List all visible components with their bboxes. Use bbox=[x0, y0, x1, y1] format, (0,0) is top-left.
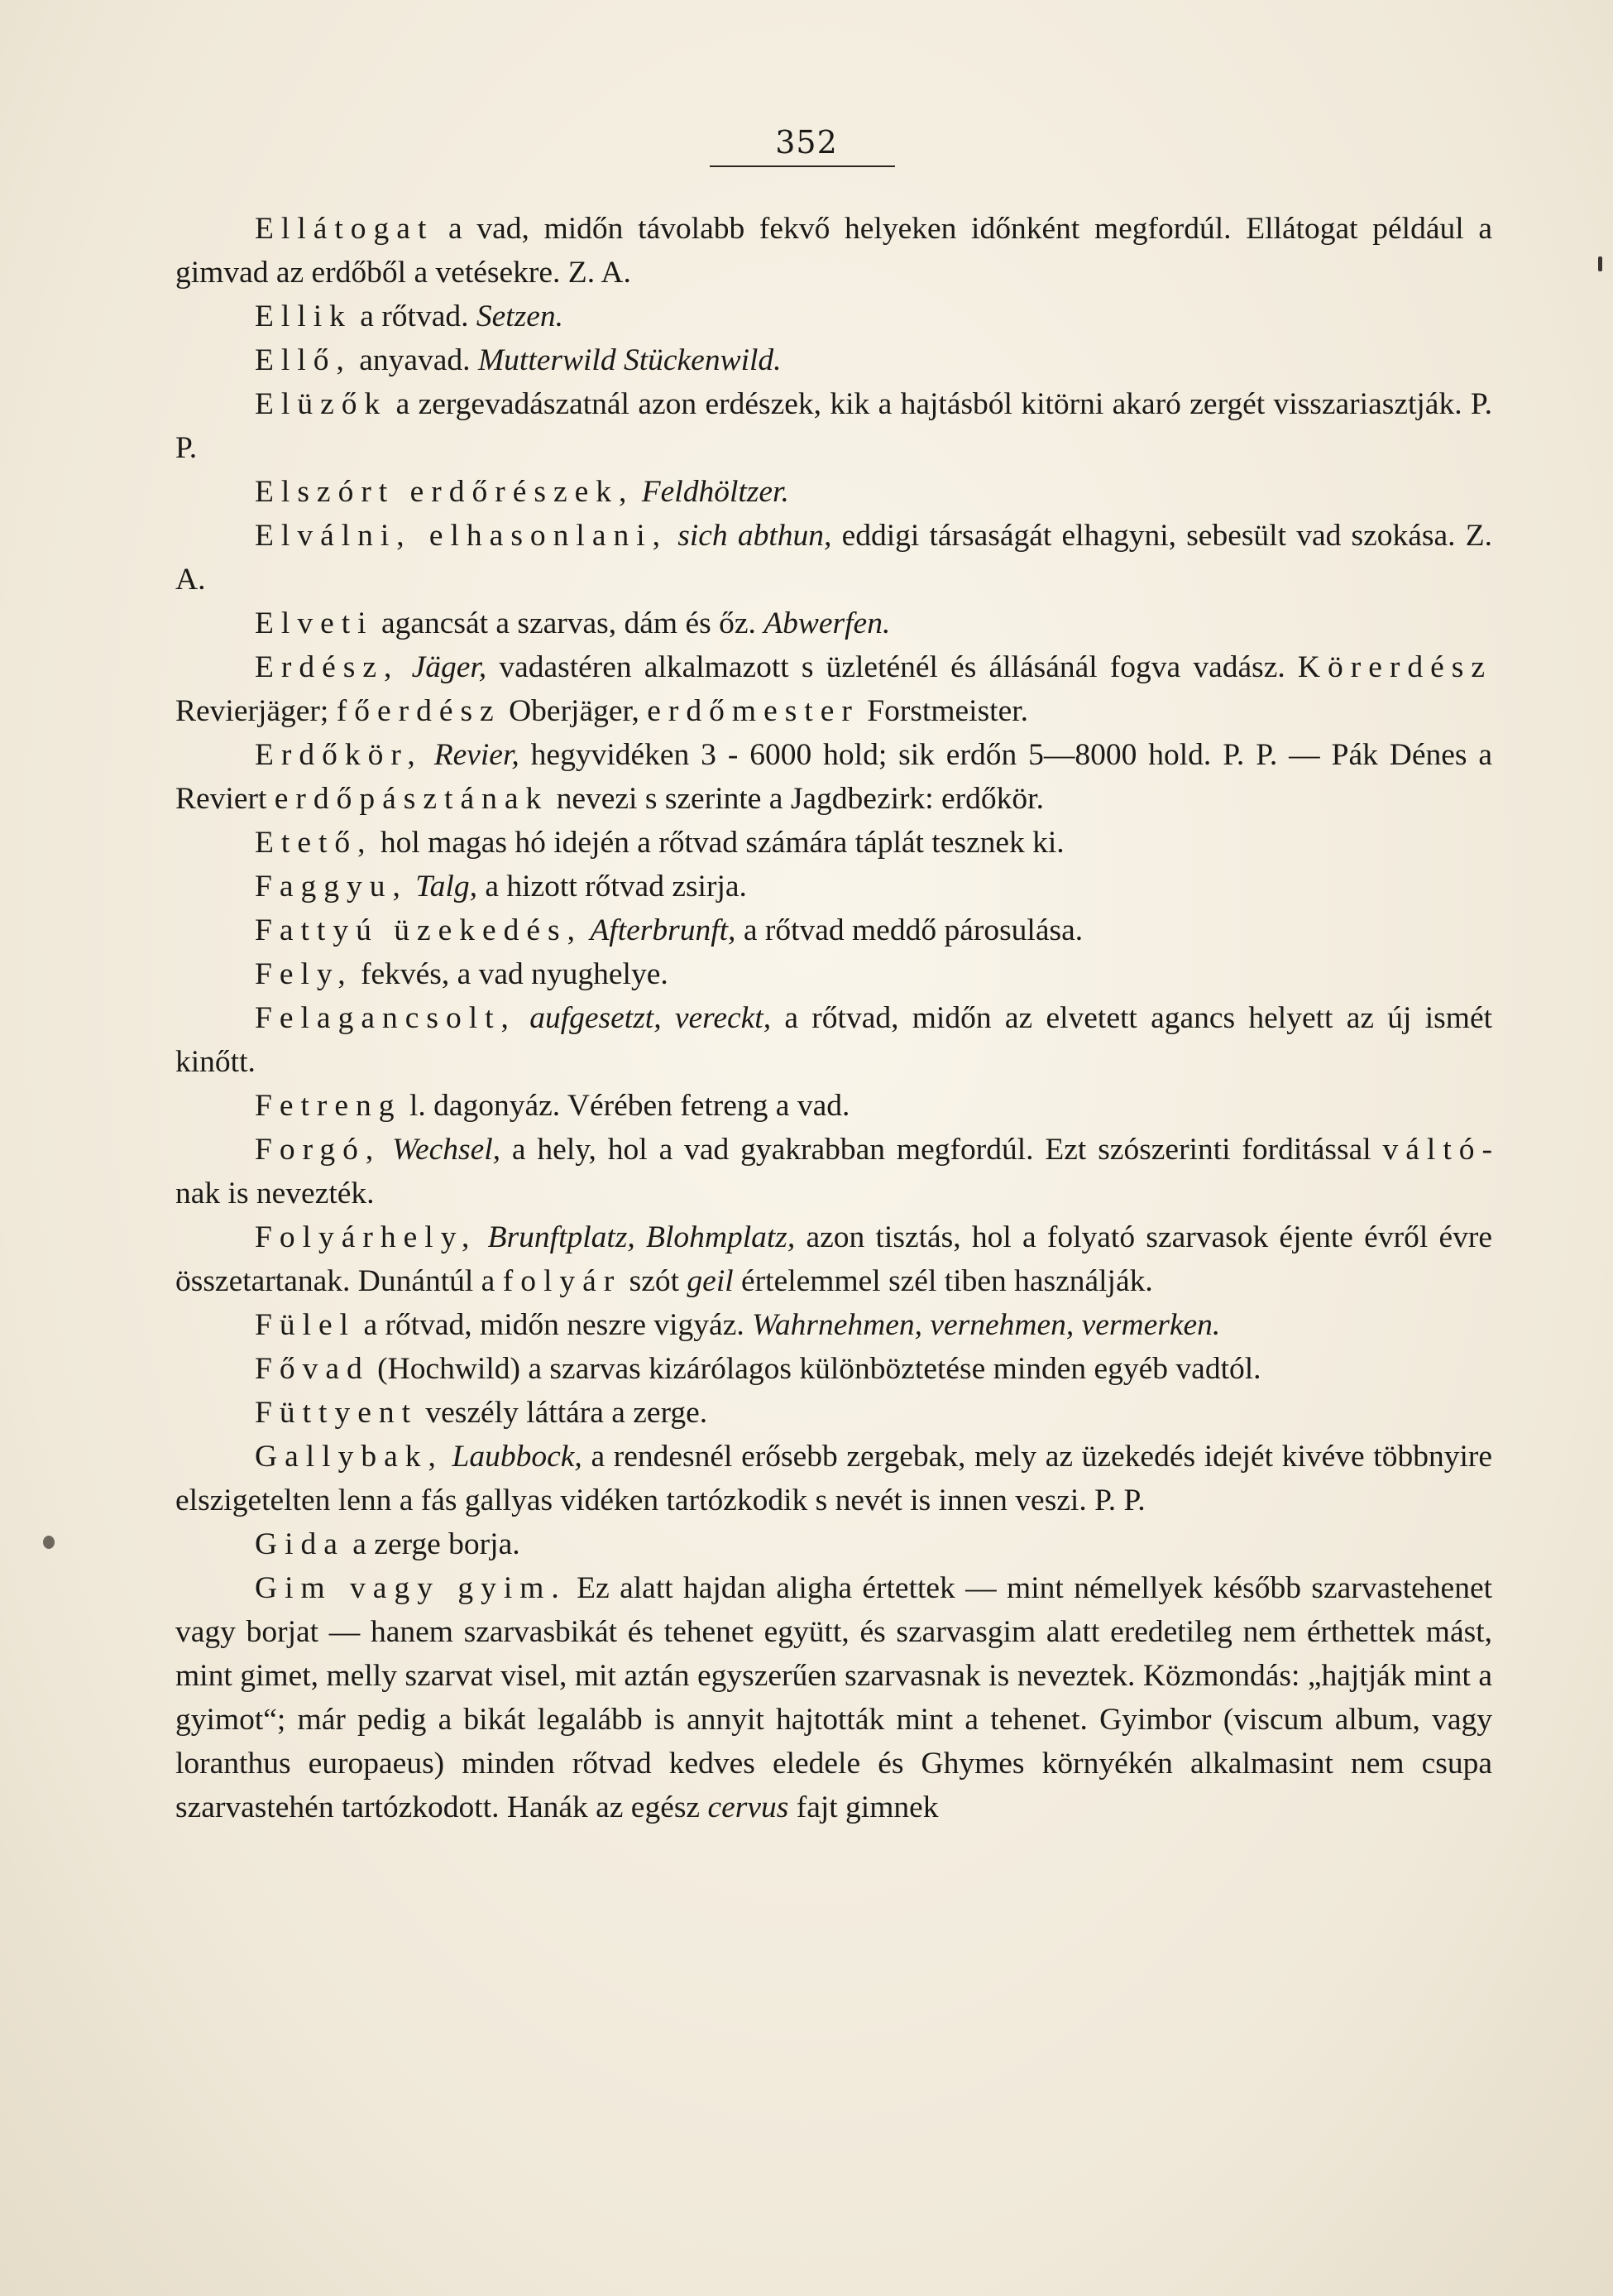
entry-text: a zergevadászatnál azon erdészek, kik a hajtásból kitörni akaró zergét visszariasztják. P. P. bbox=[175, 387, 1492, 465]
entry-text: a zerge borja. bbox=[344, 1527, 520, 1561]
entry-text: veszély láttára a zerge. bbox=[418, 1396, 708, 1430]
entry-text: szót bbox=[621, 1264, 687, 1298]
entry-text: Oberjäger, bbox=[500, 694, 648, 728]
entry-text: (Hochwild) a szarvas kizárólagos különböztetése minden egyéb vadtól. bbox=[369, 1352, 1261, 1386]
headword: Fattyú üzekedés, bbox=[255, 913, 583, 947]
entry-text bbox=[634, 475, 641, 509]
german-term: Afterbrunft, bbox=[590, 913, 736, 947]
dictionary-entry bbox=[175, 1303, 1492, 1347]
headword: Ellátogat bbox=[255, 212, 434, 246]
header-rule bbox=[710, 165, 895, 167]
entry-text: anyavad. bbox=[351, 343, 478, 377]
dictionary-entry bbox=[175, 1347, 1492, 1391]
entry-text: Ez alatt hajdan aligha értettek — mint némellyek később szarvastehenet vagy borjat — hanem szarvasbikát és tehenet együtt, és szarvasgim alatt eredetileg nem érthettek mást, mint gimet, melly szarvat visel, mit aztán egyszerűen szarvasnak is neveztek. Közmondás: „hajtják mint a gyimot“; már pedig a bikát legalább is annyit hajtották mint a tehenet. Gyimbor (viscum album, vagy loranthus europaeus) minden rőtvad kedves eledele és Ghymes környékén alkalmasint nem csupa szarvastehén tartózkodott. Hanák az egész bbox=[175, 1571, 1493, 1824]
headword: Gim vagy gyim. bbox=[255, 1571, 567, 1605]
dictionary-entry bbox=[175, 1522, 1492, 1566]
dictionary-entry bbox=[175, 1435, 1492, 1522]
german-term: Setzen. bbox=[476, 300, 564, 333]
dictionary-entry bbox=[175, 865, 1492, 908]
headword: erdőpásztának bbox=[274, 782, 549, 816]
entry-text bbox=[443, 1440, 452, 1474]
entry-text: agancsát a szarvas, dám és őz. bbox=[373, 606, 764, 640]
headword: Gida bbox=[255, 1527, 345, 1561]
margin-spot bbox=[43, 1536, 55, 1549]
headword: Körerdész bbox=[1297, 650, 1493, 684]
dictionary-entry bbox=[175, 1391, 1492, 1435]
entry-text: hol magas hó idején a rőtvad számára táplát tesznek ki. bbox=[372, 826, 1065, 860]
headword: Elüzők bbox=[255, 387, 388, 421]
headword: Gallybak, bbox=[255, 1440, 443, 1474]
headword: Fülel bbox=[255, 1308, 357, 1342]
dictionary-entry bbox=[175, 996, 1492, 1084]
entry-text bbox=[476, 1220, 487, 1254]
entry-text: értelemmel szél tiben használják. bbox=[733, 1264, 1153, 1298]
german-term: Feldhöltzer. bbox=[641, 475, 789, 509]
entry-text: azon tisztás, hol a folyató szarvasok éjente évről évre összetartanak. Dunántúl a bbox=[175, 1220, 1492, 1298]
dictionary-entry bbox=[175, 733, 1492, 821]
entry-text: a rendesnél erősebb zergebak, mely az üzekedés idejét kivéve többnyire elszigetelten lenn a fás gallyas vidéken tartózkodik s nevét is innen veszi. P. P. bbox=[175, 1440, 1493, 1517]
entry-text bbox=[399, 650, 411, 684]
german-term: Talg, bbox=[415, 870, 477, 904]
german-term: Mutterwild Stückenwild. bbox=[477, 343, 782, 377]
entry-text bbox=[423, 738, 434, 772]
entry-text: a rőtvad meddő párosulása. bbox=[735, 913, 1084, 947]
dictionary-entry bbox=[175, 1566, 1492, 1829]
entry-text: Revierjäger; bbox=[175, 694, 337, 728]
headword: Fővad bbox=[255, 1352, 370, 1386]
german-term: Abwerfen. bbox=[763, 606, 891, 640]
dictionary-entry bbox=[175, 908, 1492, 952]
entry-text: hegyvidéken 3 - 6000 hold; sik erdőn 5—8000 hold. P. P. — Pák Dénes a Reviert bbox=[175, 738, 1493, 816]
entry-text: a rőtvad, midőn az elvetett agancs helyett az új ismét kinőtt. bbox=[175, 1001, 1493, 1079]
headword: Etető, bbox=[255, 826, 373, 860]
headword: Elveti bbox=[255, 606, 374, 640]
dictionary-entry bbox=[175, 338, 1492, 382]
headword: Füttyent bbox=[255, 1396, 419, 1430]
edge-mark bbox=[1598, 256, 1602, 271]
dictionary-entry bbox=[175, 470, 1492, 514]
headword: Ellő, bbox=[255, 343, 352, 377]
headword: váltó bbox=[1382, 1133, 1482, 1167]
headword: Fetreng bbox=[255, 1089, 402, 1123]
german-term: Wechsel, bbox=[392, 1133, 501, 1167]
german-term: cervus bbox=[707, 1790, 789, 1824]
german-term: aufgesetzt, vereckt, bbox=[529, 1001, 772, 1035]
dictionary-text bbox=[175, 207, 1492, 1829]
headword: Felagancsolt, bbox=[255, 1001, 516, 1035]
entry-text bbox=[582, 913, 590, 947]
headword: főerdész bbox=[336, 694, 501, 728]
headword: Erdész, bbox=[255, 650, 400, 684]
entry-text: l. dagonyáz. Vérében fetreng a vad. bbox=[401, 1089, 850, 1123]
headword: Faggyu, bbox=[255, 870, 408, 904]
german-term: Laubbock, bbox=[452, 1440, 582, 1474]
headword: Elszórt erdőrészek, bbox=[255, 475, 634, 509]
entry-text: -nak is nevezték. bbox=[175, 1133, 1492, 1210]
dictionary-entry bbox=[175, 645, 1492, 733]
entry-text bbox=[668, 519, 677, 553]
headword: erdőmester bbox=[647, 694, 859, 728]
entry-text: nevezi s szerinte a Jagdbezirk: erdőkör. bbox=[548, 782, 1044, 816]
dictionary-entry bbox=[175, 952, 1492, 996]
dictionary-entry bbox=[175, 1084, 1492, 1128]
entry-text: vadastéren alkalmazott s üzleténél és állásánál fogva vadász. bbox=[486, 650, 1298, 684]
entry-text: a rőtvad, midőn neszre vigyáz. bbox=[356, 1308, 753, 1342]
entry-text: fekvés, a vad nyughelye. bbox=[352, 957, 668, 991]
entry-text bbox=[381, 1133, 392, 1167]
dictionary-entry bbox=[175, 602, 1492, 645]
dictionary-entry bbox=[175, 207, 1492, 295]
entry-text: a rőtvad. bbox=[352, 300, 476, 333]
headword: Fely, bbox=[255, 957, 353, 991]
page-number: 352 bbox=[775, 124, 838, 161]
german-term: Jäger, bbox=[411, 650, 487, 684]
entry-text bbox=[408, 870, 415, 904]
german-term: Brunftplatz, Blohmplatz, bbox=[487, 1220, 796, 1254]
dictionary-entry bbox=[175, 382, 1492, 470]
dictionary-entry bbox=[175, 821, 1492, 865]
dictionary-entry bbox=[175, 1215, 1492, 1303]
entry-text: a hely, hol a vad gyakrabban megfordúl. Ezt szószerinti forditással bbox=[500, 1133, 1383, 1167]
headword: Elválni, elhasonlani, bbox=[255, 519, 668, 553]
entry-text: eddigi társaságát elhagyni, sebesült vad szokása. Z. A. bbox=[175, 519, 1493, 597]
entry-text: Forstmeister. bbox=[859, 694, 1029, 728]
headword: Forgó, bbox=[255, 1133, 381, 1167]
dictionary-entry bbox=[175, 295, 1492, 338]
german-term: geil bbox=[687, 1264, 734, 1298]
entry-text: a vad, midőn távolabb fekvő helyeken időnként megfordúl. Ellátogat például a gimvad az erdőből a vetésekre. Z. A. bbox=[175, 212, 1492, 290]
entry-text: a hizott rőtvad zsirja. bbox=[476, 870, 747, 904]
headword: Ellik bbox=[255, 300, 352, 333]
headword: Folyárhely, bbox=[255, 1220, 477, 1254]
entry-text: fajt gimnek bbox=[788, 1790, 939, 1824]
dictionary-entry bbox=[175, 514, 1492, 602]
dictionary-entry bbox=[175, 1128, 1492, 1215]
german-term: Wahrnehmen, vernehmen, vermerken. bbox=[752, 1308, 1221, 1342]
headword: Erdőkör, bbox=[255, 738, 423, 772]
german-term: Revier, bbox=[433, 738, 519, 772]
german-term: sich abthun, bbox=[677, 519, 832, 553]
headword: folyár bbox=[502, 1264, 622, 1298]
entry-text bbox=[516, 1001, 529, 1035]
